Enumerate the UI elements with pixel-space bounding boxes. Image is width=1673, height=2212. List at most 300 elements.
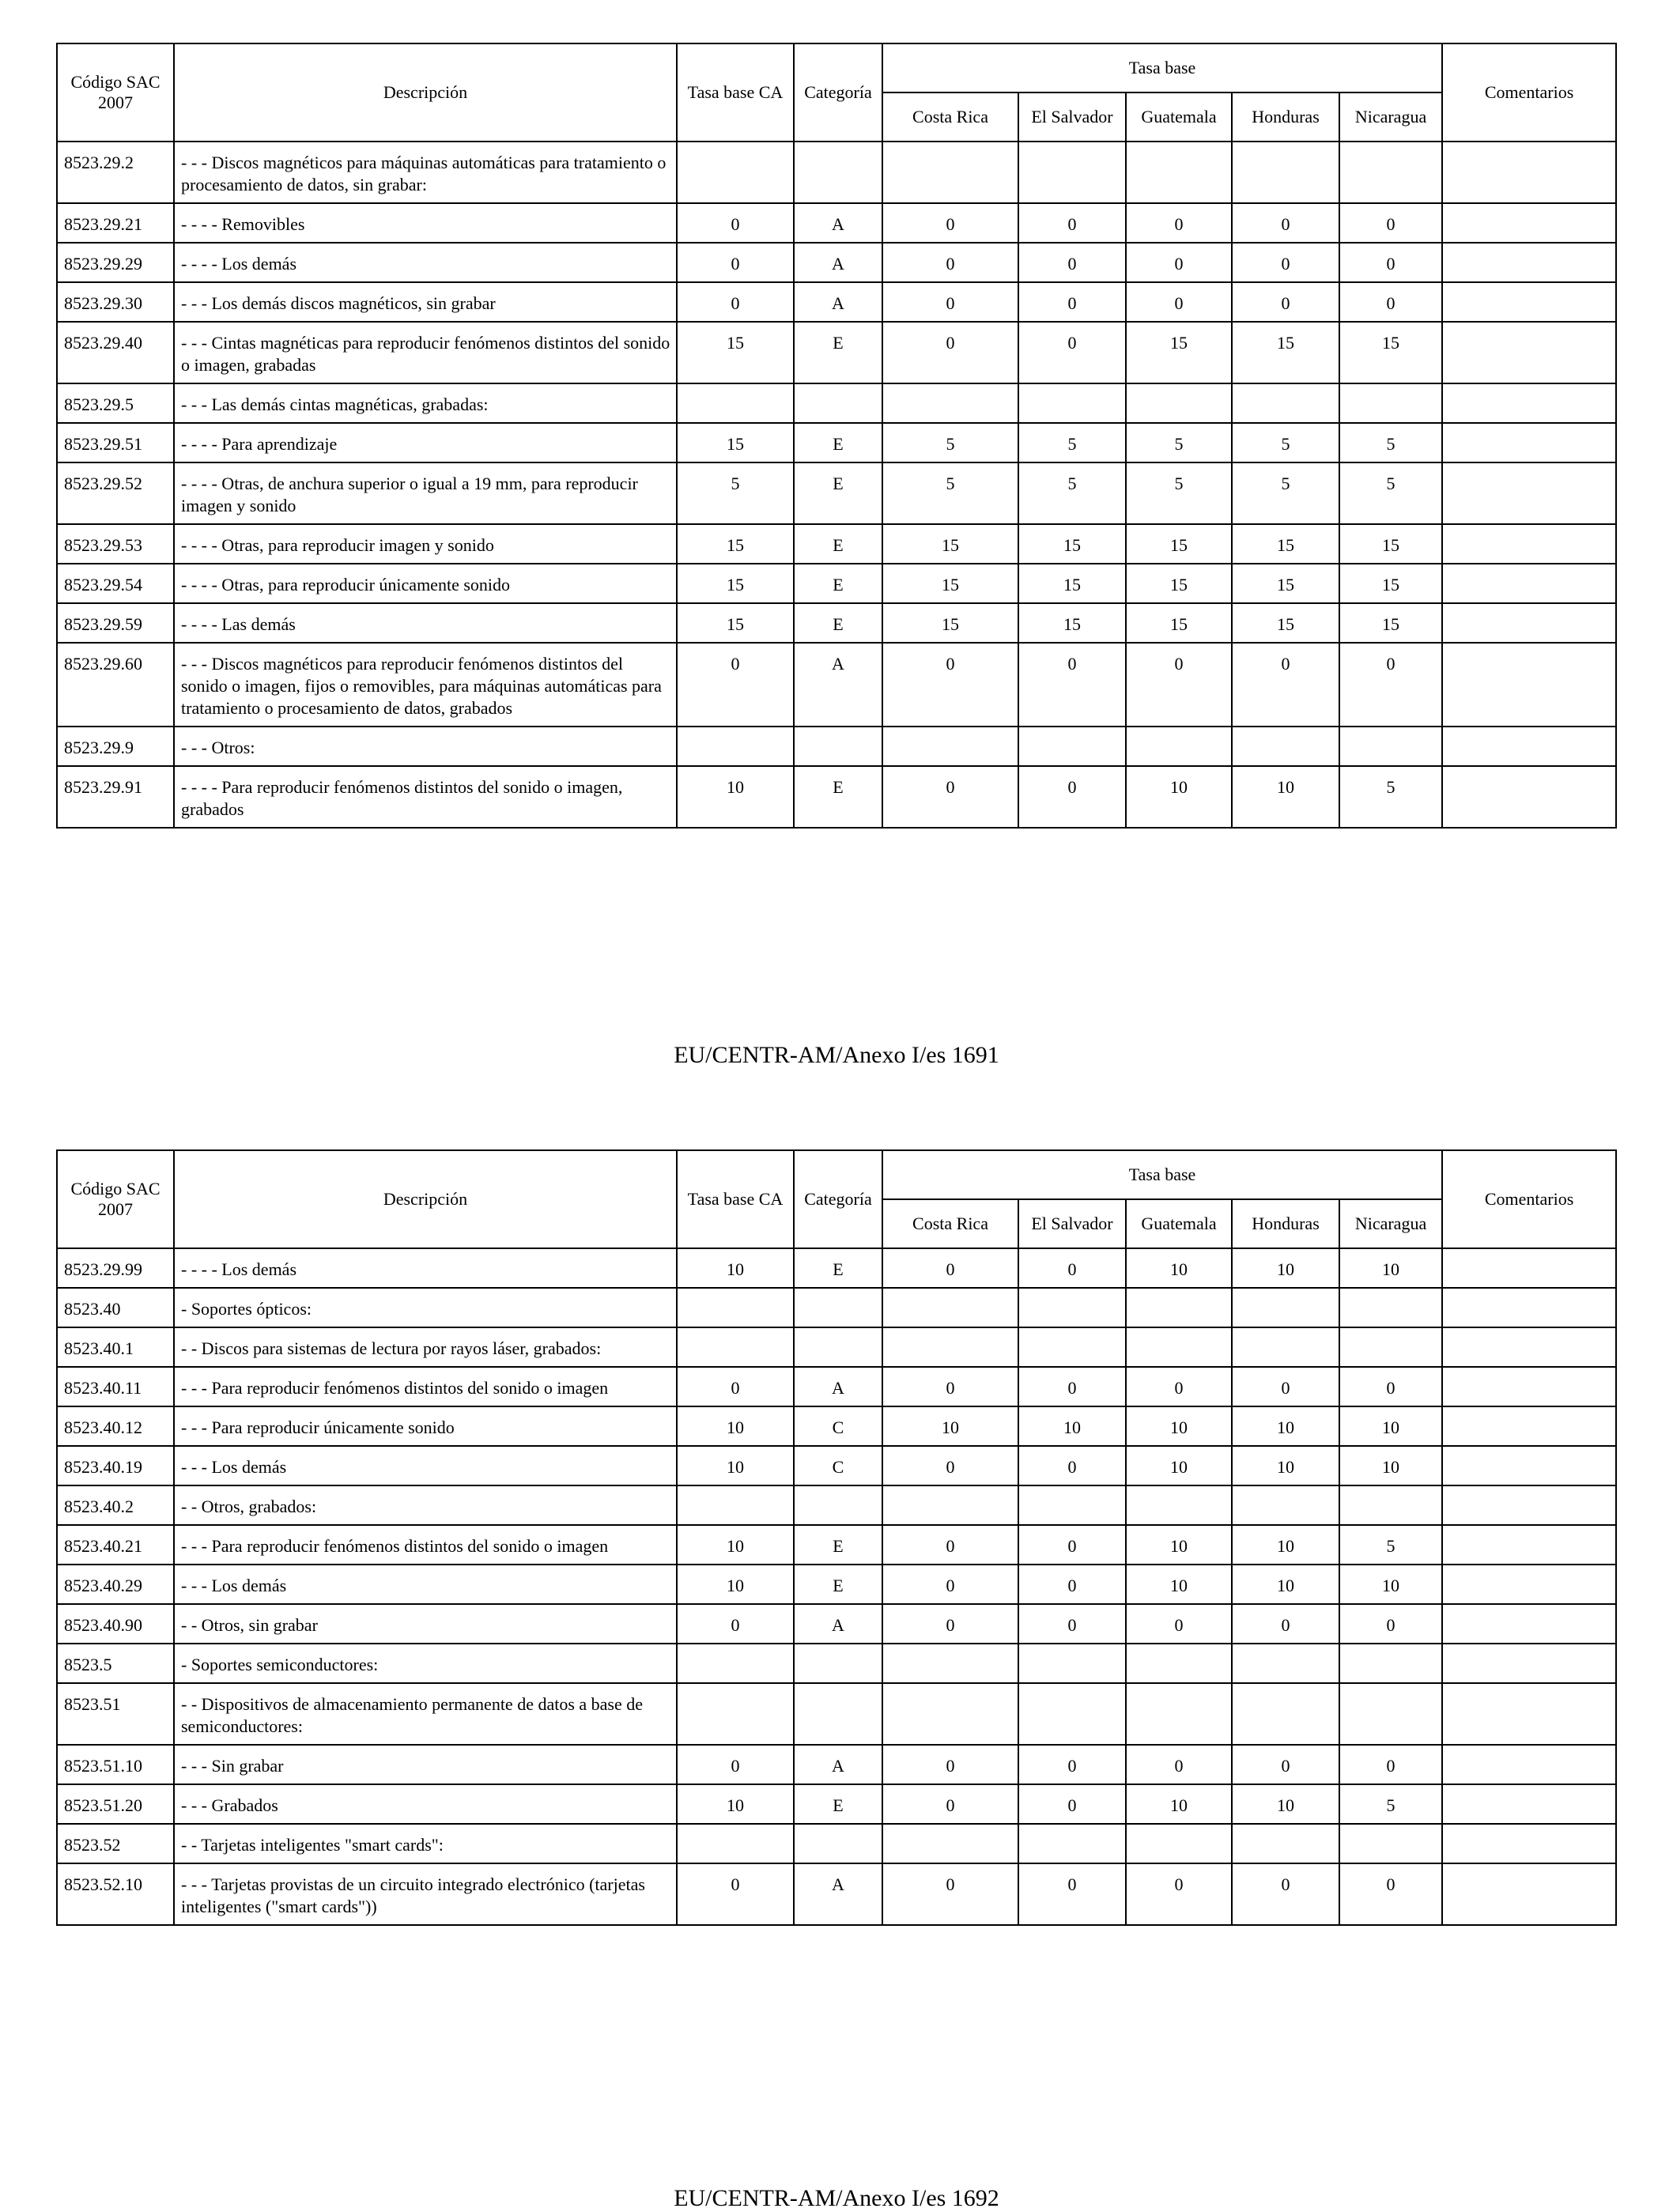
cell-guatemala — [1126, 727, 1232, 766]
cell-guatemala — [1126, 1683, 1232, 1745]
cell-code: 8523.40.19 — [57, 1446, 174, 1485]
table-body — [57, 1248, 1616, 1925]
cell-description: - - - - Para reproducir fenómenos distintos del sonido o imagen, grabados — [174, 766, 677, 828]
cell-description: - - - - Los demás — [174, 243, 677, 282]
cell-description: - Soportes ópticos: — [174, 1288, 677, 1327]
cell-nicaragua: 15 — [1339, 322, 1442, 383]
cell-guatemala: 15 — [1126, 524, 1232, 564]
header-code: Código SAC 2007 — [57, 1150, 174, 1248]
cell-base-rate-ca: 10 — [677, 1525, 794, 1565]
table-row — [57, 243, 1616, 282]
cell-costa-rica — [882, 1683, 1018, 1745]
cell-comments — [1442, 564, 1616, 603]
table-row — [57, 1824, 1616, 1863]
table-row — [57, 1863, 1616, 1925]
table-row — [57, 643, 1616, 727]
cell-guatemala — [1126, 1485, 1232, 1525]
cell-code: 8523.40.2 — [57, 1485, 174, 1525]
cell-nicaragua — [1339, 727, 1442, 766]
cell-nicaragua — [1339, 383, 1442, 423]
cell-description: - - - - Las demás — [174, 603, 677, 643]
cell-nicaragua: 10 — [1339, 1446, 1442, 1485]
table-body — [57, 142, 1616, 828]
cell-code: 8523.29.40 — [57, 322, 174, 383]
cell-honduras: 0 — [1232, 243, 1339, 282]
cell-nicaragua — [1339, 1824, 1442, 1863]
cell-code: 8523.29.29 — [57, 243, 174, 282]
cell-base-rate-ca: 0 — [677, 203, 794, 243]
cell-comments — [1442, 1288, 1616, 1327]
cell-code: 8523.29.60 — [57, 643, 174, 727]
table-row — [57, 1485, 1616, 1525]
cell-category: E — [794, 322, 882, 383]
cell-costa-rica: 0 — [882, 282, 1018, 322]
cell-category — [794, 1327, 882, 1367]
table-row — [57, 1327, 1616, 1367]
cell-nicaragua — [1339, 142, 1442, 203]
page-footer: EU/CENTR-AM/Anexo I/es 1692 — [674, 2185, 999, 2211]
cell-el-salvador: 0 — [1018, 1446, 1126, 1485]
cell-description: - Soportes semiconductores: — [174, 1644, 677, 1683]
cell-comments — [1442, 1565, 1616, 1604]
cell-costa-rica — [882, 1644, 1018, 1683]
table-row — [57, 1446, 1616, 1485]
cell-base-rate-ca — [677, 1485, 794, 1525]
cell-base-rate-ca — [677, 1327, 794, 1367]
header-base-rate-ca: Tasa base CA — [677, 43, 794, 142]
cell-costa-rica: 0 — [882, 766, 1018, 828]
cell-costa-rica: 0 — [882, 1367, 1018, 1406]
cell-description: - - Dispositivos de almacenamiento permanente de datos a base de semiconductores: — [174, 1683, 677, 1745]
cell-el-salvador: 0 — [1018, 243, 1126, 282]
cell-costa-rica: 0 — [882, 1863, 1018, 1925]
cell-base-rate-ca — [677, 1683, 794, 1745]
cell-guatemala: 15 — [1126, 322, 1232, 383]
cell-base-rate-ca — [677, 1288, 794, 1327]
cell-costa-rica — [882, 383, 1018, 423]
cell-category: A — [794, 1745, 882, 1784]
cell-category — [794, 1288, 882, 1327]
table-row — [57, 203, 1616, 243]
cell-base-rate-ca: 0 — [677, 643, 794, 727]
cell-category: E — [794, 1784, 882, 1824]
cell-category — [794, 1683, 882, 1745]
cell-el-salvador — [1018, 727, 1126, 766]
cell-category — [794, 142, 882, 203]
cell-description: - - - Grabados — [174, 1784, 677, 1824]
cell-description: - - Tarjetas inteligentes "smart cards": — [174, 1824, 677, 1863]
cell-el-salvador: 0 — [1018, 203, 1126, 243]
table-row — [57, 603, 1616, 643]
cell-costa-rica: 0 — [882, 322, 1018, 383]
cell-category: E — [794, 1525, 882, 1565]
cell-description: - - - Los demás discos magnéticos, sin grabar — [174, 282, 677, 322]
cell-el-salvador: 0 — [1018, 322, 1126, 383]
cell-code: 8523.51.10 — [57, 1745, 174, 1784]
cell-comments — [1442, 766, 1616, 828]
cell-costa-rica — [882, 1327, 1018, 1367]
cell-description: - - - Discos magnéticos para reproducir fenómenos distintos del sonido o imagen, fijos o removibles, para máquinas automáticas para tratamiento o procesamiento de datos, grabados — [174, 643, 677, 727]
cell-costa-rica — [882, 1824, 1018, 1863]
header-honduras: Honduras — [1232, 1199, 1339, 1248]
cell-description: - - - Los demás — [174, 1565, 677, 1604]
cell-comments — [1442, 1683, 1616, 1745]
cell-category: A — [794, 1604, 882, 1644]
cell-el-salvador: 0 — [1018, 1604, 1126, 1644]
cell-honduras: 10 — [1232, 1525, 1339, 1565]
cell-category: E — [794, 1565, 882, 1604]
cell-nicaragua: 5 — [1339, 1525, 1442, 1565]
header-costa-rica: Costa Rica — [882, 92, 1018, 142]
cell-honduras: 0 — [1232, 1745, 1339, 1784]
cell-el-salvador: 15 — [1018, 524, 1126, 564]
cell-nicaragua: 0 — [1339, 1367, 1442, 1406]
cell-nicaragua: 0 — [1339, 282, 1442, 322]
header-costa-rica: Costa Rica — [882, 1199, 1018, 1248]
cell-comments — [1442, 322, 1616, 383]
cell-description: - - Otros, grabados: — [174, 1485, 677, 1525]
cell-comments — [1442, 1525, 1616, 1565]
cell-code: 8523.29.91 — [57, 766, 174, 828]
cell-category: A — [794, 282, 882, 322]
cell-comments — [1442, 1367, 1616, 1406]
cell-comments — [1442, 1327, 1616, 1367]
cell-description: - - - Para reproducir fenómenos distintos del sonido o imagen — [174, 1525, 677, 1565]
cell-nicaragua — [1339, 1683, 1442, 1745]
cell-base-rate-ca — [677, 1824, 794, 1863]
cell-costa-rica: 0 — [882, 1446, 1018, 1485]
cell-code: 8523.29.54 — [57, 564, 174, 603]
cell-guatemala: 10 — [1126, 1525, 1232, 1565]
cell-guatemala: 10 — [1126, 766, 1232, 828]
cell-nicaragua: 15 — [1339, 524, 1442, 564]
cell-guatemala: 0 — [1126, 1745, 1232, 1784]
cell-guatemala — [1126, 142, 1232, 203]
cell-code: 8523.40.1 — [57, 1327, 174, 1367]
cell-category: E — [794, 524, 882, 564]
cell-code: 8523.29.5 — [57, 383, 174, 423]
cell-el-salvador: 0 — [1018, 1525, 1126, 1565]
cell-code: 8523.29.51 — [57, 423, 174, 462]
cell-comments — [1442, 643, 1616, 727]
cell-costa-rica — [882, 727, 1018, 766]
cell-category: E — [794, 423, 882, 462]
cell-category: A — [794, 1367, 882, 1406]
header-base-rate: Tasa base — [882, 1150, 1442, 1199]
cell-base-rate-ca: 10 — [677, 1446, 794, 1485]
cell-el-salvador: 0 — [1018, 282, 1126, 322]
cell-base-rate-ca: 0 — [677, 243, 794, 282]
cell-base-rate-ca: 10 — [677, 1248, 794, 1288]
cell-honduras: 0 — [1232, 1367, 1339, 1406]
header-description: Descripción — [174, 43, 677, 142]
cell-honduras: 0 — [1232, 282, 1339, 322]
table-row — [57, 462, 1616, 524]
cell-honduras: 0 — [1232, 1604, 1339, 1644]
cell-honduras: 0 — [1232, 643, 1339, 727]
cell-description: - - - - Para aprendizaje — [174, 423, 677, 462]
tariff-table-page-1 — [56, 43, 1617, 829]
table-row — [57, 1683, 1616, 1745]
cell-comments — [1442, 423, 1616, 462]
cell-el-salvador: 0 — [1018, 1784, 1126, 1824]
cell-code: 8523.29.59 — [57, 603, 174, 643]
cell-description: - - Discos para sistemas de lectura por rayos láser, grabados: — [174, 1327, 677, 1367]
cell-comments — [1442, 1644, 1616, 1683]
cell-honduras — [1232, 727, 1339, 766]
header-guatemala: Guatemala — [1126, 92, 1232, 142]
cell-guatemala: 0 — [1126, 1863, 1232, 1925]
table-row — [57, 322, 1616, 383]
cell-category: A — [794, 643, 882, 727]
table-row — [57, 1367, 1616, 1406]
tariff-table-page-2 — [56, 1149, 1617, 1926]
table-row — [57, 1288, 1616, 1327]
cell-category — [794, 1485, 882, 1525]
cell-costa-rica: 5 — [882, 462, 1018, 524]
table-row — [57, 727, 1616, 766]
header-category: Categoría — [794, 1150, 882, 1248]
cell-code: 8523.51 — [57, 1683, 174, 1745]
header-comments: Comentarios — [1442, 43, 1616, 142]
cell-honduras: 0 — [1232, 1863, 1339, 1925]
cell-costa-rica: 0 — [882, 1604, 1018, 1644]
cell-nicaragua — [1339, 1327, 1442, 1367]
cell-description: - - - Discos magnéticos para máquinas automáticas para tratamiento o procesamiento de datos, sin grabar: — [174, 142, 677, 203]
cell-honduras: 15 — [1232, 564, 1339, 603]
cell-category: A — [794, 203, 882, 243]
cell-nicaragua: 0 — [1339, 643, 1442, 727]
table-row — [57, 564, 1616, 603]
cell-code: 8523.51.20 — [57, 1784, 174, 1824]
cell-costa-rica: 0 — [882, 203, 1018, 243]
cell-el-salvador — [1018, 142, 1126, 203]
cell-base-rate-ca: 0 — [677, 1863, 794, 1925]
cell-base-rate-ca: 0 — [677, 1367, 794, 1406]
cell-comments — [1442, 1784, 1616, 1824]
cell-code: 8523.29.21 — [57, 203, 174, 243]
cell-honduras: 10 — [1232, 1406, 1339, 1446]
cell-el-salvador: 0 — [1018, 766, 1126, 828]
cell-code: 8523.29.30 — [57, 282, 174, 322]
cell-el-salvador: 0 — [1018, 1248, 1126, 1288]
cell-el-salvador — [1018, 383, 1126, 423]
cell-code: 8523.52 — [57, 1824, 174, 1863]
cell-el-salvador — [1018, 1288, 1126, 1327]
cell-base-rate-ca: 10 — [677, 1565, 794, 1604]
header-code: Código SAC 2007 — [57, 43, 174, 142]
cell-base-rate-ca — [677, 1644, 794, 1683]
table-row — [57, 524, 1616, 564]
cell-nicaragua: 5 — [1339, 1784, 1442, 1824]
table-row — [57, 282, 1616, 322]
cell-description: - - Otros, sin grabar — [174, 1604, 677, 1644]
cell-honduras — [1232, 1683, 1339, 1745]
cell-comments — [1442, 1745, 1616, 1784]
cell-comments — [1442, 1824, 1616, 1863]
cell-el-salvador — [1018, 1824, 1126, 1863]
cell-code: 8523.29.53 — [57, 524, 174, 564]
cell-nicaragua: 15 — [1339, 603, 1442, 643]
cell-comments — [1442, 142, 1616, 203]
cell-code: 8523.29.2 — [57, 142, 174, 203]
table-row — [57, 1248, 1616, 1288]
cell-costa-rica: 15 — [882, 603, 1018, 643]
cell-nicaragua: 0 — [1339, 1863, 1442, 1925]
cell-description: - - - Para reproducir únicamente sonido — [174, 1406, 677, 1446]
cell-comments — [1442, 243, 1616, 282]
cell-el-salvador — [1018, 1683, 1126, 1745]
cell-costa-rica: 0 — [882, 1525, 1018, 1565]
cell-nicaragua: 0 — [1339, 1604, 1442, 1644]
cell-description: - - - Las demás cintas magnéticas, grabadas: — [174, 383, 677, 423]
cell-guatemala: 0 — [1126, 243, 1232, 282]
cell-description: - - - Cintas magnéticas para reproducir fenómenos distintos del sonido o imagen, grabadas — [174, 322, 677, 383]
cell-el-salvador: 0 — [1018, 1863, 1126, 1925]
cell-honduras — [1232, 1288, 1339, 1327]
header-nicaragua: Nicaragua — [1339, 1199, 1442, 1248]
cell-costa-rica — [882, 142, 1018, 203]
cell-base-rate-ca — [677, 727, 794, 766]
cell-description: - - - - Otras, de anchura superior o igual a 19 mm, para reproducir imagen y sonido — [174, 462, 677, 524]
cell-comments — [1442, 1863, 1616, 1925]
cell-code: 8523.5 — [57, 1644, 174, 1683]
cell-honduras — [1232, 1824, 1339, 1863]
cell-guatemala: 10 — [1126, 1406, 1232, 1446]
cell-category: E — [794, 603, 882, 643]
cell-guatemala: 10 — [1126, 1565, 1232, 1604]
cell-base-rate-ca: 10 — [677, 1784, 794, 1824]
cell-honduras: 10 — [1232, 1565, 1339, 1604]
cell-category: E — [794, 766, 882, 828]
header-nicaragua: Nicaragua — [1339, 92, 1442, 142]
page-footer: EU/CENTR-AM/Anexo I/es 1691 — [674, 1042, 999, 1068]
header-base-rate-ca: Tasa base CA — [677, 1150, 794, 1248]
cell-nicaragua: 15 — [1339, 564, 1442, 603]
cell-costa-rica: 10 — [882, 1406, 1018, 1446]
cell-guatemala: 10 — [1126, 1248, 1232, 1288]
cell-code: 8523.29.52 — [57, 462, 174, 524]
cell-description: - - - Tarjetas provistas de un circuito integrado electrónico (tarjetas inteligentes ("smart cards")) — [174, 1863, 677, 1925]
cell-honduras: 15 — [1232, 603, 1339, 643]
cell-description: - - - - Otras, para reproducir únicamente sonido — [174, 564, 677, 603]
cell-comments — [1442, 1604, 1616, 1644]
cell-nicaragua — [1339, 1644, 1442, 1683]
cell-el-salvador: 10 — [1018, 1406, 1126, 1446]
cell-el-salvador: 5 — [1018, 462, 1126, 524]
cell-base-rate-ca: 15 — [677, 564, 794, 603]
cell-honduras — [1232, 1485, 1339, 1525]
cell-el-salvador: 0 — [1018, 1367, 1126, 1406]
cell-el-salvador: 0 — [1018, 643, 1126, 727]
cell-honduras: 10 — [1232, 1446, 1339, 1485]
cell-costa-rica: 0 — [882, 1565, 1018, 1604]
cell-nicaragua: 5 — [1339, 423, 1442, 462]
cell-honduras — [1232, 142, 1339, 203]
cell-nicaragua — [1339, 1288, 1442, 1327]
header-el-salvador: El Salvador — [1018, 1199, 1126, 1248]
table-row — [57, 142, 1616, 203]
cell-guatemala: 10 — [1126, 1446, 1232, 1485]
cell-nicaragua: 0 — [1339, 243, 1442, 282]
table-row — [57, 423, 1616, 462]
cell-category: A — [794, 1863, 882, 1925]
cell-code: 8523.40.21 — [57, 1525, 174, 1565]
table-row — [57, 1784, 1616, 1824]
cell-base-rate-ca: 10 — [677, 1406, 794, 1446]
cell-base-rate-ca: 0 — [677, 1745, 794, 1784]
cell-comments — [1442, 603, 1616, 643]
cell-guatemala: 0 — [1126, 203, 1232, 243]
table-row — [57, 383, 1616, 423]
cell-costa-rica: 0 — [882, 243, 1018, 282]
cell-category — [794, 1824, 882, 1863]
cell-comments — [1442, 1485, 1616, 1525]
cell-guatemala — [1126, 1644, 1232, 1683]
cell-category: E — [794, 1248, 882, 1288]
cell-costa-rica — [882, 1288, 1018, 1327]
cell-description: - - - Otros: — [174, 727, 677, 766]
cell-el-salvador — [1018, 1485, 1126, 1525]
header-category: Categoría — [794, 43, 882, 142]
cell-base-rate-ca: 15 — [677, 524, 794, 564]
cell-nicaragua: 0 — [1339, 1745, 1442, 1784]
cell-honduras: 10 — [1232, 766, 1339, 828]
cell-base-rate-ca: 5 — [677, 462, 794, 524]
cell-honduras: 5 — [1232, 462, 1339, 524]
cell-guatemala — [1126, 1288, 1232, 1327]
cell-el-salvador — [1018, 1644, 1126, 1683]
cell-comments — [1442, 462, 1616, 524]
cell-costa-rica: 0 — [882, 1248, 1018, 1288]
cell-code: 8523.29.9 — [57, 727, 174, 766]
cell-nicaragua: 5 — [1339, 766, 1442, 828]
cell-code: 8523.40.12 — [57, 1406, 174, 1446]
cell-guatemala: 5 — [1126, 462, 1232, 524]
cell-honduras: 0 — [1232, 203, 1339, 243]
cell-el-salvador: 5 — [1018, 423, 1126, 462]
cell-base-rate-ca: 15 — [677, 423, 794, 462]
cell-guatemala: 5 — [1126, 423, 1232, 462]
cell-comments — [1442, 383, 1616, 423]
cell-comments — [1442, 1406, 1616, 1446]
cell-el-salvador: 0 — [1018, 1565, 1126, 1604]
cell-guatemala — [1126, 383, 1232, 423]
cell-guatemala: 0 — [1126, 643, 1232, 727]
cell-guatemala — [1126, 1327, 1232, 1367]
cell-el-salvador: 0 — [1018, 1745, 1126, 1784]
header-honduras: Honduras — [1232, 92, 1339, 142]
table-row — [57, 1604, 1616, 1644]
cell-base-rate-ca: 0 — [677, 1604, 794, 1644]
cell-base-rate-ca: 15 — [677, 603, 794, 643]
cell-category: C — [794, 1406, 882, 1446]
cell-guatemala: 0 — [1126, 282, 1232, 322]
cell-description: - - - - Los demás — [174, 1248, 677, 1288]
cell-costa-rica: 15 — [882, 564, 1018, 603]
cell-description: - - - Sin grabar — [174, 1745, 677, 1784]
cell-code: 8523.40 — [57, 1288, 174, 1327]
cell-description: - - - - Removibles — [174, 203, 677, 243]
cell-comments — [1442, 282, 1616, 322]
cell-honduras: 15 — [1232, 524, 1339, 564]
cell-nicaragua: 5 — [1339, 462, 1442, 524]
table-row — [57, 1745, 1616, 1784]
table-row — [57, 1406, 1616, 1446]
cell-guatemala: 0 — [1126, 1604, 1232, 1644]
cell-base-rate-ca — [677, 383, 794, 423]
cell-nicaragua: 10 — [1339, 1248, 1442, 1288]
